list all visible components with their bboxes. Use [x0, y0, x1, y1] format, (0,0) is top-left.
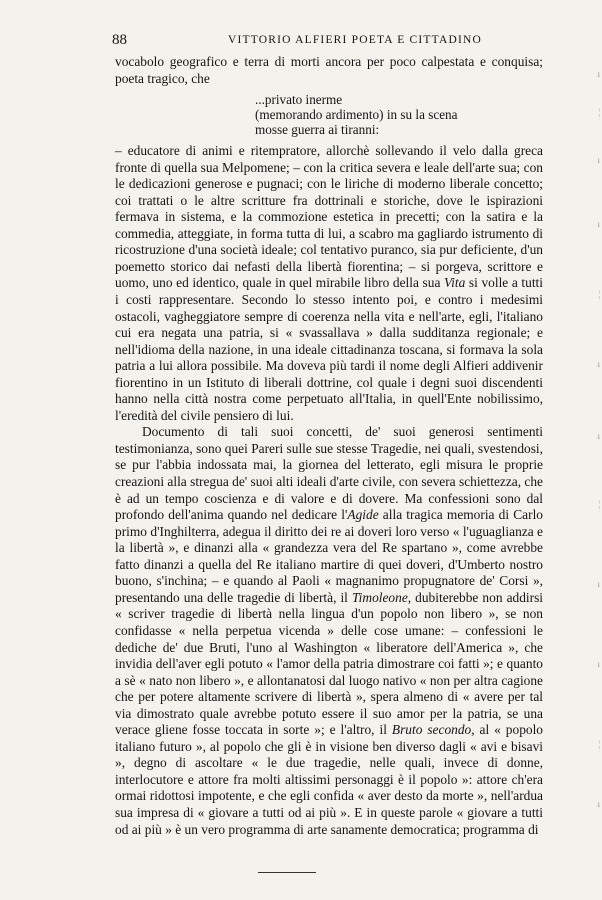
verse-line: ...privato inerme: [255, 92, 343, 108]
text-run: Documento di tali suoi concetti, de' suoi generosi sentimenti testimonianza, sono quei Pareri sulle sue stesse Tragedie, nei quali, svestendosi, se pur l'abbia indossata mai, la giornea del letterato, egli misura le proprie creazioni alla stregua de' suoi alti ideali d'arte civile, con severa schiettezza, che è ad un tempo coscienza e di valore e di dovere. Ma confessioni sono dal profondo dell'anima quando nel dedicare l': [115, 424, 543, 523]
paragraph-lead-text: vocabolo geografico e terra di morti ancora per poco calpestata e conquisa; poeta tragico, che: [115, 54, 543, 86]
text-run: si volle a tutti i costi rappresentare. Secondo lo stesso intento poi, e contro i medesimi ostacoli, vagheggiatore sempre di coerenza nella vita e nell'arte, egli, l'italiano cui era negata una patria, si « svassallava » dalla sudditanza regionale; e nell'idioma della nazione, in una ideale cittadinanza toscana, si formava la sola patria a lui allora possibile. Ma doveva più tardi il nome degli Alfieri addivenir fiorentino in un Istituto di liberali dottrine, col quale i degni suoi discendenti hanno nella città nostra come perpetuato all'Italia, in quell'Ente nobilissimo, l'eredità del civile pensiero di lui.: [115, 275, 543, 423]
verse-quote: [255, 92, 543, 137]
italic-title-agide: Agide: [347, 507, 379, 523]
body-text: [115, 54, 543, 838]
italic-title-vita: Vita: [444, 275, 466, 291]
text-run: – educatore di animi e ritempratore, allorchè sollevando il velo dalla greca fronte di quella sua Melpomene; – con la critica severa e leale dell'arte sua; con le dedicazioni generose e pugnaci; con le liriche di moderno liberale concetto; coi trattati o le altre scritture fra dottrinali e storiche, dove le ispirazioni fermava in sistema, e la commozione estetica in precetti; con la satira e la commedia, atteggiate, in forma tutta di lui, a scabro ma gagliardo istrumento di ricostruzione d'una società ideale; col tentativo puranco, sia pur deficiente, d'un poemetto storico dai nefasti della libertà fiorentina; – si porgeva, scrittore e uomo, uno ed identico, quale in quel mirabile libro della sua: [115, 143, 543, 291]
bleed-through-marks: ı ¦ ı ı ¦ ı ı ¦ ı ı ¦ ı: [597, 69, 600, 809]
text-run: alla tragica memoria di Carlo primo d'Inghilterra, adegua il diritto dei re ai doveri loro verso « l'uguaglianza e la libertà », e dinanzi alla « grandezza vera del Re spartano », come avrebbe fatto dinanzi a quella del Re italiano martire di quei doveri, d'Umberto nostro buono, s'inchina; – e quando al Paoli « magnanimo propugnatore de' Corsi », presentando una delle tragedie di libertà, il: [115, 507, 543, 605]
paragraph-documento: [115, 424, 543, 838]
text-run: al « popolo italiano futuro », al popolo che gli è in visione ben diverso dagli « avi e bisavi », degno di ascoltare « le due tragedie, nelle quali, invece di donne, interlocutore e attore fra molti altissimi personaggi è il popolo »: attore ch'era ormai ridottosi impotente, e che egli confida « aver desto da morte », nell'ardua sua impresa di « giovare a tutti od ai più ». E in queste parole « giovare a tutti od ai più » è un vero programma di arte sanamente democratica; programma di: [115, 722, 543, 837]
verse-line: mosse guerra ai tiranni:: [255, 122, 380, 138]
italic-title-bruto-secondo: Bruto secondo,: [391, 722, 475, 738]
page-number: 88: [112, 32, 127, 48]
italic-title-timoleone: Timoleone,: [351, 589, 412, 605]
footer-rule: [258, 872, 316, 873]
paragraph-lead: [115, 54, 543, 87]
paragraph-educatore: [115, 143, 543, 424]
verse-line: (memorando ardimento) in su la scena: [255, 107, 458, 123]
running-head: VITTORIO ALFIERI POETA E CITTADINO: [227, 34, 483, 46]
page-header: [112, 32, 540, 52]
text-run: dubiterebbe non addirsi « scriver tragedie di libertà nella lingua d'un popolo non libero », se non confidasse « nella perpetua vicenda » delle cose umane: – confessioni le dediche de' due Bruti, l'uno al Washington « liberatore dell'America », che invidia dell'aver egli potuto « l'amor della patria dimostrare coi fatti »; e quanto a sè « nato non libero », e allontanatosi dal luogo nativo « non per altra cagione che per potere altamente scrivere di libertà », spera almeno di « avere per tal via dimostrato quale avrebbe potuto essere il suo amor per la patria, se una verace gliene fosse toccata in sorte »; e l'altro, il: [115, 589, 544, 738]
